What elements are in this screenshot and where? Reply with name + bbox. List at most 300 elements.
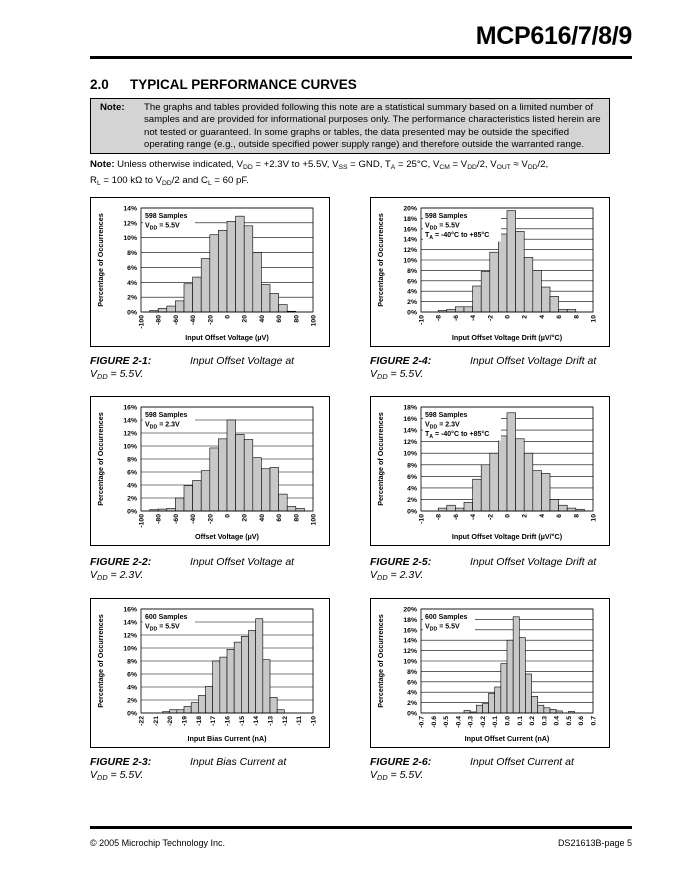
histogram-bar — [464, 502, 473, 511]
y-tick-label: 10% — [403, 257, 417, 265]
figure-label: FIGURE 2-5: — [370, 556, 432, 568]
legend-text-part: V — [145, 222, 150, 230]
histogram-bar — [279, 305, 288, 312]
note-text: The graphs and tables provided following this note are a statistical summary based on a limited number of samples and are provided for informational purposes only. The performance characteristics listed herein are not tested or guaranteed. In some graphs or tables, the data presented may be outside the specified operating range (e.g., outside specified power supply range) and therefore outside the warranted range. — [144, 102, 601, 151]
figure-2-4-chart — [370, 197, 610, 347]
x-tick-label: 0 — [504, 315, 512, 319]
cond-sub: L — [208, 180, 212, 187]
y-axis-label: Percentage of Occurrences — [376, 213, 385, 307]
figure-2-3-plot — [91, 599, 329, 747]
x-tick-label: 8 — [573, 514, 581, 518]
histogram-bar — [550, 499, 559, 511]
y-tick-label: 12% — [403, 247, 417, 255]
footer-page-number: DS21613B-page 5 — [557, 838, 632, 848]
y-tick-label: 4% — [407, 689, 417, 697]
histogram-bar — [532, 696, 538, 713]
histogram-bar — [567, 508, 576, 511]
figure-cond-value: = 5.5V. — [387, 769, 424, 781]
note-box — [90, 98, 610, 154]
legend-text-part: = 5.5V — [437, 623, 460, 631]
x-tick-label: 0.7 — [590, 716, 598, 726]
cond-sub: A — [390, 164, 396, 171]
figure-2-1-plot — [91, 198, 329, 346]
figure-cond-value: = 5.5V. — [107, 769, 144, 781]
legend-text — [145, 213, 188, 220]
figure-title: Input Offset Current at — [470, 756, 574, 768]
histogram-bar — [507, 640, 513, 713]
figure-2-2-plot — [91, 397, 329, 545]
legend-text-part: T — [425, 431, 430, 438]
histogram-bar — [218, 230, 227, 312]
legend-text-part: V — [425, 222, 430, 230]
y-tick-label: 0% — [127, 710, 137, 718]
x-tick-label: -100 — [138, 315, 146, 329]
cond-sub: OUT — [496, 164, 511, 171]
legend-text — [145, 412, 188, 419]
x-tick-label: -0.3 — [467, 716, 475, 728]
histogram-bar — [191, 703, 198, 713]
figure-2-4-plot — [371, 198, 609, 346]
x-tick-label: 0.0 — [504, 716, 512, 726]
legend-sub: DD — [149, 626, 158, 633]
y-tick-label: 16% — [403, 226, 417, 234]
x-tick-label: 0.1 — [516, 716, 524, 726]
y-tick-label: 8% — [127, 456, 137, 464]
x-tick-label: -10 — [310, 716, 318, 726]
histogram-bar — [516, 231, 525, 312]
histogram-bar — [490, 252, 499, 312]
histogram-bar — [559, 505, 568, 511]
histogram-bar — [210, 235, 219, 312]
x-tick-label: 10 — [590, 514, 598, 522]
cond-sub: L — [96, 180, 101, 187]
x-tick-label: -0.1 — [492, 716, 500, 728]
legend-text-part: V — [145, 623, 150, 631]
histogram-bar — [524, 453, 533, 511]
histogram-bar — [538, 705, 544, 713]
figure-2-4-caption — [370, 355, 610, 383]
histogram-bar — [524, 257, 533, 312]
y-tick-label: 10% — [123, 443, 137, 451]
figure-title: Input Bias Current at — [190, 756, 287, 768]
x-tick-label: 20 — [241, 514, 249, 522]
histogram-bar — [533, 471, 542, 511]
y-tick-label: 2% — [127, 294, 137, 302]
y-tick-label: 18% — [403, 616, 417, 624]
x-tick-label: -18 — [195, 716, 203, 726]
histogram-bar — [206, 686, 213, 713]
legend-text-part: V — [425, 623, 430, 631]
histogram-bar — [447, 505, 456, 511]
y-tick-label: 0% — [127, 309, 137, 317]
histogram-bar — [210, 448, 219, 511]
y-tick-label: 12% — [123, 632, 137, 640]
figure-cond: V — [370, 569, 378, 581]
x-tick-label: -40 — [190, 514, 198, 524]
legend-text-part: = -40°C to +85°C — [433, 232, 490, 239]
y-tick-label: 14% — [403, 637, 417, 645]
x-tick-label: 6 — [556, 315, 564, 319]
histogram-bar — [533, 270, 542, 312]
histogram-bar — [184, 707, 191, 714]
y-tick-label: 16% — [403, 416, 417, 424]
x-tick-label: -40 — [190, 315, 198, 325]
figure-2-6-chart — [370, 598, 610, 748]
x-tick-label: -80 — [155, 315, 163, 325]
cond-text: Unless otherwise indicated, V — [114, 159, 244, 170]
figure-2-5-chart — [370, 396, 610, 546]
x-tick-label: 10 — [590, 315, 598, 323]
y-axis-label: Percentage of Occurrences — [376, 412, 385, 506]
figure-2-6-caption — [370, 756, 610, 784]
x-tick-label: 0 — [504, 514, 512, 518]
histogram-bar — [227, 221, 236, 312]
x-axis-label: Offset Voltage (µV) — [195, 532, 259, 541]
figure-2-2-caption — [90, 556, 330, 584]
legend-text-part: = 5.5V — [437, 222, 460, 230]
legend-sub: A — [429, 235, 434, 241]
x-tick-label: -4 — [470, 514, 478, 521]
y-tick-label: 16% — [123, 606, 137, 614]
section-heading: TYPICAL PERFORMANCE CURVES — [130, 77, 357, 92]
y-axis-label: Percentage of Occurrences — [96, 213, 105, 307]
histogram-bar — [218, 439, 227, 511]
title-rule — [90, 56, 632, 59]
histogram-bar — [279, 494, 288, 511]
x-axis-label: Input Offset Voltage Drift (µV/°C) — [451, 532, 563, 541]
histogram-bar — [234, 642, 241, 713]
figure-2-5-plot — [371, 397, 609, 545]
histogram-bar — [473, 479, 482, 511]
histogram-bar — [227, 420, 236, 511]
x-tick-label: 8 — [573, 315, 581, 319]
histogram-bar — [236, 216, 245, 312]
histogram-bar — [177, 710, 184, 713]
x-tick-label: -20 — [167, 716, 175, 726]
histogram-bar — [455, 307, 464, 312]
figure-title: Input Offset Voltage Drift at — [470, 556, 597, 568]
x-tick-label: -8 — [435, 514, 443, 521]
legend-sub: DD — [429, 626, 438, 633]
x-tick-label: 0.6 — [578, 716, 586, 726]
x-axis-label: Input Offset Voltage (µV) — [185, 333, 269, 342]
cond-text: = GND, T — [347, 159, 391, 170]
page-title: MCP616/7/8/9 — [475, 22, 632, 50]
y-tick-label: 16% — [403, 627, 417, 635]
footer-rule — [90, 826, 632, 829]
x-tick-label: 40 — [258, 315, 266, 323]
histogram-bar — [227, 649, 234, 713]
histogram-bar — [253, 458, 262, 511]
y-tick-label: 2% — [127, 697, 137, 705]
histogram-bar — [270, 293, 279, 312]
histogram-bar — [270, 467, 279, 511]
cond-text: = 60 pF. — [211, 175, 249, 186]
histogram-bar — [541, 287, 550, 312]
x-tick-label: -13 — [267, 716, 275, 726]
histogram-bar — [473, 286, 482, 312]
legend-sub: DD — [429, 225, 438, 232]
legend-sub: DD — [429, 424, 438, 431]
y-tick-label: 18% — [403, 404, 417, 412]
histogram-bar — [550, 296, 559, 312]
histogram-bar — [481, 271, 490, 312]
x-tick-label: 100 — [310, 315, 318, 327]
histogram-bar — [287, 506, 296, 511]
y-tick-label: 10% — [123, 645, 137, 653]
histogram-bar — [236, 434, 245, 511]
x-tick-label: 40 — [258, 514, 266, 522]
histogram-bar — [482, 704, 488, 713]
legend-text-part: V — [145, 421, 150, 429]
x-tick-label: -17 — [210, 716, 218, 726]
legend-text-part: = 5.5V — [157, 222, 180, 230]
cond-text: R — [90, 175, 97, 186]
x-tick-label: 0 — [224, 514, 232, 518]
y-tick-label: 2% — [407, 299, 417, 307]
histogram-bar — [550, 709, 556, 713]
histogram-bar — [175, 498, 184, 511]
y-tick-label: 14% — [403, 427, 417, 435]
figure-cond: V — [370, 769, 378, 781]
y-tick-label: 12% — [403, 439, 417, 447]
conditions-label: Note: — [90, 159, 115, 170]
y-tick-label: 12% — [123, 220, 137, 228]
x-tick-label: -11 — [296, 716, 304, 726]
y-tick-label: 18% — [403, 215, 417, 223]
x-tick-label: 60 — [276, 514, 284, 522]
y-axis-label: Percentage of Occurrences — [376, 614, 385, 708]
histogram-bar — [184, 486, 193, 511]
y-tick-label: 4% — [407, 485, 417, 493]
figure-title: Input Offset Voltage Drift at — [470, 355, 597, 367]
y-tick-label: 6% — [407, 278, 417, 286]
x-tick-label: -22 — [138, 716, 146, 726]
x-tick-label: -15 — [238, 716, 246, 726]
histogram-bar — [277, 710, 284, 713]
y-tick-label: 8% — [407, 267, 417, 275]
y-tick-label: 0% — [407, 508, 417, 516]
y-tick-label: 2% — [407, 700, 417, 708]
y-tick-label: 14% — [123, 417, 137, 425]
histogram-bar — [167, 306, 176, 312]
legend-sub: DD — [149, 225, 158, 232]
cond-text: ≈ V — [510, 159, 528, 170]
histogram-bar — [193, 480, 202, 511]
x-tick-label: -8 — [435, 315, 443, 322]
y-tick-label: 8% — [407, 668, 417, 676]
figure-2-1-chart — [90, 197, 330, 347]
histogram-bar — [198, 695, 205, 713]
histogram-bar — [244, 440, 253, 512]
cond-sub: CM — [439, 164, 450, 171]
figure-2-6-plot — [371, 599, 609, 747]
histogram-bar — [270, 697, 277, 713]
y-tick-label: 6% — [127, 264, 137, 272]
x-axis-label: Input Offset Voltage Drift (µV/°C) — [451, 333, 563, 342]
y-tick-label: 4% — [127, 279, 137, 287]
histogram-bar — [241, 636, 248, 713]
x-tick-label: 4 — [538, 514, 546, 518]
legend-text-part: = -40°C to +85°C — [433, 431, 490, 438]
figure-title: Input Offset Voltage at — [190, 355, 295, 367]
histogram-bar — [201, 259, 210, 312]
figure-label: FIGURE 2-1: — [90, 355, 152, 367]
figure-2-1-caption — [90, 355, 330, 383]
cond-sub: DD — [162, 180, 172, 187]
cond-text: /2, — [537, 159, 549, 170]
y-tick-label: 14% — [123, 619, 137, 627]
histogram-bar — [253, 253, 262, 312]
footer-copyright: © 2005 Microchip Technology Inc. — [90, 838, 226, 848]
x-tick-label: 80 — [293, 514, 301, 522]
histogram-bar — [495, 687, 501, 713]
y-tick-label: 20% — [403, 606, 417, 614]
x-tick-label: -2 — [487, 315, 495, 322]
figure-title: Input Offset Voltage at — [190, 556, 295, 568]
histogram-bar — [544, 708, 550, 713]
legend-text — [425, 412, 468, 419]
y-tick-label: 0% — [127, 508, 137, 516]
x-tick-label: 0.4 — [553, 716, 561, 726]
legend-text-part: 600 Samples — [425, 614, 468, 621]
y-tick-label: 0% — [407, 309, 417, 317]
x-tick-label: 100 — [310, 514, 318, 526]
histogram-bar — [455, 508, 464, 511]
histogram-bar — [249, 630, 256, 713]
histogram-bar — [481, 465, 490, 511]
figure-cond-sub: DD — [377, 773, 388, 782]
y-axis-label: Percentage of Occurrences — [96, 412, 105, 506]
legend-sub: A — [429, 434, 434, 440]
x-tick-label: 80 — [293, 315, 301, 323]
histogram-bar — [256, 619, 263, 713]
x-tick-label: -6 — [452, 315, 460, 322]
x-tick-label: -19 — [181, 716, 189, 726]
figure-cond: V — [370, 368, 378, 380]
histogram-bar — [438, 508, 447, 511]
x-tick-label: -100 — [138, 514, 146, 528]
y-tick-label: 4% — [127, 684, 137, 692]
legend-text-part: = 5.5V — [157, 623, 180, 631]
y-tick-label: 12% — [123, 430, 137, 438]
figure-label: FIGURE 2-4: — [370, 355, 432, 367]
figure-cond-sub: DD — [97, 773, 108, 782]
histogram-bar — [507, 413, 516, 511]
x-tick-label: 20 — [241, 315, 249, 323]
x-tick-label: -14 — [253, 716, 261, 726]
section-number: 2.0 — [90, 77, 109, 92]
figure-2-5-caption — [370, 556, 610, 584]
figure-label: FIGURE 2-2: — [90, 556, 152, 568]
x-tick-label: 6 — [556, 514, 564, 518]
x-tick-label: -0.7 — [418, 716, 426, 728]
y-tick-label: 12% — [403, 648, 417, 656]
legend-text-part: = 2.3V — [157, 421, 180, 429]
y-tick-label: 8% — [127, 250, 137, 258]
figure-label: FIGURE 2-6: — [370, 756, 432, 768]
legend-text-part: 598 Samples — [425, 213, 468, 220]
y-tick-label: 6% — [407, 679, 417, 687]
histogram-bar — [220, 657, 227, 713]
x-tick-label: -0.5 — [443, 716, 451, 728]
histogram-bar — [170, 710, 177, 713]
histogram-bar — [213, 661, 220, 713]
x-tick-label: 2 — [521, 514, 529, 518]
x-tick-label: 0.2 — [529, 716, 537, 726]
y-tick-label: 10% — [123, 235, 137, 243]
legend-text — [425, 213, 468, 220]
histogram-bar — [501, 664, 507, 713]
x-tick-label: -80 — [155, 514, 163, 524]
cond-text: = 100 kΩ to V — [100, 175, 162, 186]
x-tick-label: -21 — [152, 716, 160, 726]
y-tick-label: 14% — [123, 205, 137, 213]
cond-text: /2, V — [476, 159, 497, 170]
histogram-bar — [158, 308, 167, 312]
figure-cond-sub: DD — [377, 573, 388, 582]
x-tick-label: 0.5 — [565, 716, 573, 726]
legend-sub: DD — [149, 424, 158, 431]
test-conditions — [90, 158, 620, 190]
x-tick-label: -20 — [207, 315, 215, 325]
figure-cond-sub: DD — [97, 372, 108, 381]
histogram-bar — [476, 705, 482, 713]
histogram-bar — [525, 674, 531, 713]
y-tick-label: 4% — [127, 482, 137, 490]
figure-cond-value: = 5.5V. — [387, 368, 424, 380]
x-axis-label: Input Offset Current (nA) — [464, 734, 550, 743]
x-tick-label: 60 — [276, 315, 284, 323]
x-tick-label: -0.6 — [430, 716, 438, 728]
histogram-bar — [175, 301, 184, 312]
histogram-bar — [507, 211, 516, 312]
histogram-bar — [261, 285, 270, 312]
y-tick-label: 10% — [403, 658, 417, 666]
note-label: Note: — [100, 102, 125, 113]
x-tick-label: 0.3 — [541, 716, 549, 726]
cond-sub: DD — [243, 164, 253, 171]
figure-cond: V — [90, 769, 98, 781]
x-axis-label: Input Bias Current (nA) — [187, 734, 267, 743]
figure-cond-sub: DD — [97, 573, 108, 582]
figure-cond: V — [90, 368, 98, 380]
figure-label: FIGURE 2-3: — [90, 756, 152, 768]
histogram-bar — [263, 660, 270, 713]
histogram-bar — [184, 284, 193, 312]
y-tick-label: 8% — [127, 658, 137, 666]
y-axis-label: Percentage of Occurrences — [96, 614, 105, 708]
legend-text-part: T — [425, 232, 430, 239]
legend-text-part: 600 Samples — [145, 614, 188, 621]
figure-cond-value: = 2.3V. — [387, 569, 424, 581]
y-tick-label: 0% — [407, 710, 417, 718]
histogram-bar — [193, 277, 202, 312]
x-tick-label: -60 — [172, 514, 180, 524]
legend-text — [145, 614, 188, 621]
histogram-bar — [516, 439, 525, 511]
legend-text-part: 598 Samples — [425, 412, 468, 419]
histogram-bar — [244, 226, 253, 312]
y-tick-label: 2% — [127, 495, 137, 503]
figure-cond-sub: DD — [377, 372, 388, 381]
x-tick-label: 2 — [521, 315, 529, 319]
y-tick-label: 10% — [403, 450, 417, 458]
y-tick-label: 20% — [403, 205, 417, 213]
y-tick-label: 6% — [407, 473, 417, 481]
figure-2-2-chart — [90, 396, 330, 546]
x-tick-label: -16 — [224, 716, 232, 726]
